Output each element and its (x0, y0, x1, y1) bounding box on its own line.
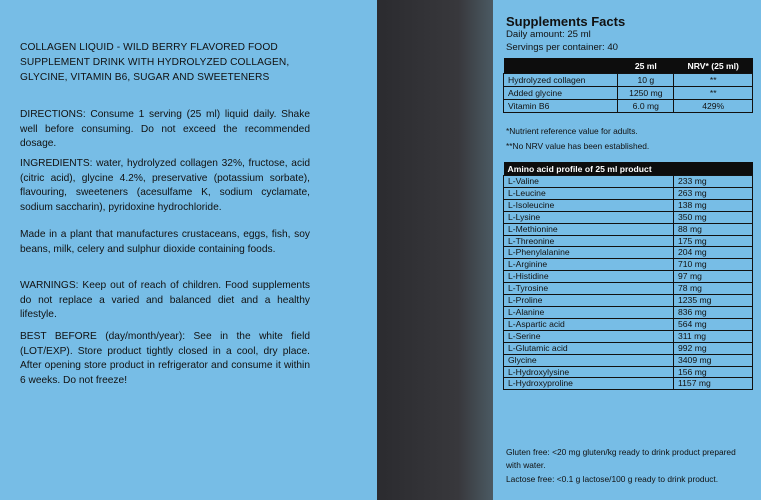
amino-value: 97 mg (674, 271, 753, 283)
table-row (504, 176, 753, 188)
ingredients-text: INGREDIENTS: water, hydrolyzed collagen 32%, fructose, acid (citric acid), glycine 4.2%, preservative (potassium sorbate), flavouring, sweeteners (acesulfame K, sodium cyclamate, sodium saccharin), pyridoxine hydrochloride. (20, 158, 310, 213)
amino-value: 88 mg (674, 223, 753, 235)
servings-per-container: Servings per container: 40 (506, 42, 618, 53)
gluten-free-statement: Gluten free: <20 mg gluten/kg ready to drink product prepared with water. (506, 447, 736, 470)
table-row (504, 378, 753, 390)
amino-header-row (504, 162, 753, 176)
amino-name: L-Hydroxylysine (504, 366, 674, 378)
amino-name: L-Alanine (504, 306, 674, 318)
header-cell: NRV* (25 ml) (674, 58, 753, 74)
header-cell (504, 58, 618, 74)
amino-value: 1235 mg (674, 295, 753, 307)
table-row (504, 235, 753, 247)
amino-name: L-Isoleucine (504, 199, 674, 211)
supplement-facts-title: Supplements Facts (506, 14, 626, 29)
nutrient-name: Added glycine (504, 87, 618, 100)
lactose-free-statement: Lactose free: <0.1 g lactose/100 g ready to drink product. (506, 474, 719, 484)
table-row (504, 306, 753, 318)
header-cell: 25 ml (618, 58, 674, 74)
directions-text: DIRECTIONS: Consume 1 serving (25 ml) liquid daily. Shake well before consuming. Do not exceed the recommended dosage. (20, 109, 310, 150)
amino-header: Amino acid profile of 25 ml product (504, 162, 753, 176)
table-row (504, 259, 753, 271)
table-row (504, 187, 753, 199)
amino-value: 138 mg (674, 199, 753, 211)
amino-value: 564 mg (674, 318, 753, 330)
table-row (504, 74, 753, 87)
nutrient-amount: 10 g (618, 74, 674, 87)
amino-name: L-Valine (504, 176, 674, 188)
amino-name: L-Tyrosine (504, 283, 674, 295)
amino-value: 992 mg (674, 342, 753, 354)
amino-value: 263 mg (674, 187, 753, 199)
amino-acid-table (503, 162, 753, 390)
amino-name: L-Arginine (504, 259, 674, 271)
table-row (504, 330, 753, 342)
amino-value: 156 mg (674, 366, 753, 378)
amino-value: 175 mg (674, 235, 753, 247)
table-row (504, 366, 753, 378)
best-before-text: BEST BEFORE (day/month/year): See in the white field (LOT/EXP). Store product tightly closed in a cool, dry place. After opening store product in refrigerator and consume it within 6 weeks. Do not freeze! (20, 331, 310, 386)
table-row (504, 271, 753, 283)
nrv-footnote: *Nutrient reference value for adults. (506, 126, 638, 136)
no-nrv-footnote: **No NRV value has been established. (506, 141, 650, 151)
table-row (504, 199, 753, 211)
amino-value: 78 mg (674, 283, 753, 295)
allergen-text: Made in a plant that manufactures crustaceans, eggs, fish, soy beans, milk, celery and sulphur dioxide containing foods. (20, 229, 310, 255)
table-row (504, 318, 753, 330)
amino-value: 311 mg (674, 330, 753, 342)
nutrient-name: Hydrolyzed collagen (504, 74, 618, 87)
nutrient-nrv: 429% (674, 100, 753, 113)
daily-amount: Daily amount: 25 ml (506, 29, 591, 40)
amino-name: L-Histidine (504, 271, 674, 283)
table-row (504, 100, 753, 113)
amino-value: 1157 mg (674, 378, 753, 390)
table-row (504, 87, 753, 100)
warnings-text: WARNINGS: Keep out of reach of children. Food supplements do not replace a varied and balanced diet and a healthy lifestyle. (20, 280, 310, 321)
amino-value: 204 mg (674, 247, 753, 259)
amino-name: L-Leucine (504, 187, 674, 199)
amino-name: Glycine (504, 354, 674, 366)
amino-name: L-Serine (504, 330, 674, 342)
table-row (504, 211, 753, 223)
amino-name: L-Phenylalanine (504, 247, 674, 259)
amino-name: L-Lysine (504, 211, 674, 223)
table-row (504, 247, 753, 259)
amino-value: 710 mg (674, 259, 753, 271)
amino-name: L-Aspartic acid (504, 318, 674, 330)
table-header-row (504, 58, 753, 74)
amino-name: L-Hydroxyproline (504, 378, 674, 390)
supplement-facts-table (503, 58, 753, 113)
table-row (504, 342, 753, 354)
nutrient-nrv: ** (674, 87, 753, 100)
table-row (504, 283, 753, 295)
nutrient-amount: 6.0 mg (618, 100, 674, 113)
amino-value: 350 mg (674, 211, 753, 223)
nutrient-name: Vitamin B6 (504, 100, 618, 113)
amino-name: L-Threonine (504, 235, 674, 247)
amino-value: 836 mg (674, 306, 753, 318)
package-fold-shadow (377, 0, 493, 500)
nutrient-amount: 1250 mg (618, 87, 674, 100)
label-left-panel (0, 0, 377, 500)
amino-value: 3409 mg (674, 354, 753, 366)
product-title: COLLAGEN LIQUID - WILD BERRY FLAVORED FOOD SUPPLEMENT DRINK WITH HYDROLYZED COLLAGEN, GLYCINE, VITAMIN B6, SUGAR AND SWEETENERS (20, 42, 290, 83)
amino-value: 233 mg (674, 176, 753, 188)
amino-name: L-Glutamic acid (504, 342, 674, 354)
table-row (504, 295, 753, 307)
table-row (504, 223, 753, 235)
table-row (504, 354, 753, 366)
amino-name: L-Methionine (504, 223, 674, 235)
nutrient-nrv: ** (674, 74, 753, 87)
amino-name: L-Proline (504, 295, 674, 307)
